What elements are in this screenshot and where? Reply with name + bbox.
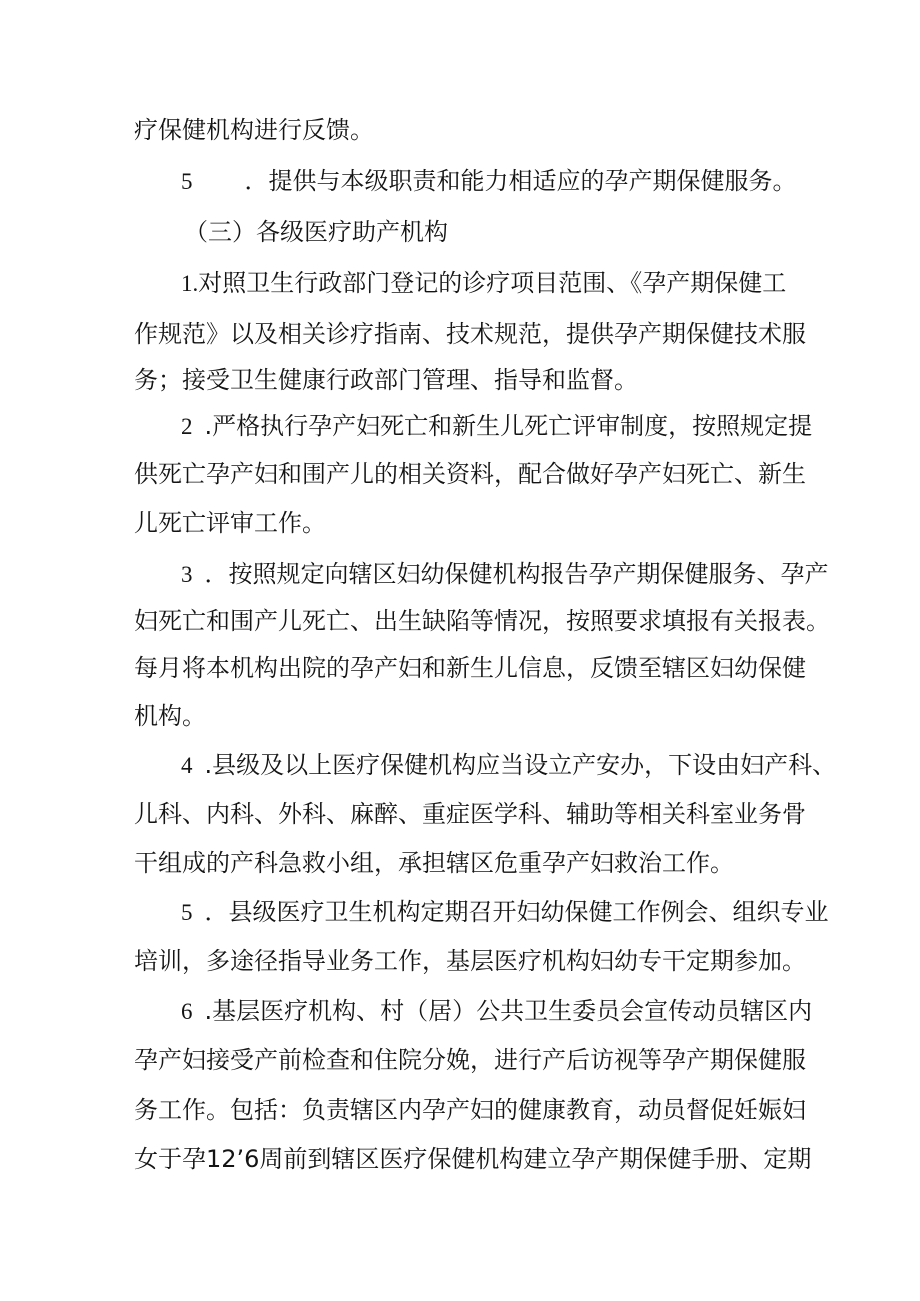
list-number: 3 bbox=[181, 562, 193, 587]
paragraph-line: 作规范》以及相关诊疗指南、技术规范，提供孕产期保健技术服 bbox=[134, 320, 806, 348]
list-number: 6 bbox=[181, 999, 193, 1024]
paragraph-line: 干组成的产科急救小组，承担辖区危重孕产妇救治工作。 bbox=[134, 849, 734, 877]
list-item-line: 4 .县级及以上医疗保健机构应当设立产安办，下设由妇产科、 bbox=[181, 751, 837, 779]
paragraph-line: 儿科、内科、外科、麻醉、重症医学科、辅助等相关科室业务骨 bbox=[134, 800, 806, 828]
paragraph-line: 供死亡孕产妇和围产儿的相关资料，配合做好孕产妇死亡、新生 bbox=[134, 460, 806, 488]
list-number: 5 bbox=[181, 169, 193, 194]
paragraph-line: 孕产妇接受产前检查和住院分娩，进行产后访视等孕产期保健服 bbox=[134, 1046, 806, 1074]
paragraph-line: 每月将本机构出院的孕产妇和新生儿信息，反馈至辖区妇幼保健 bbox=[134, 654, 806, 682]
paragraph-line: 机构。 bbox=[134, 702, 206, 730]
list-item-line: 6 .基层医疗机构、村（居）公共卫生委员会宣传动员辖区内 bbox=[181, 997, 813, 1025]
paragraph-line: 务；接受卫生健康行政部门管理、指导和监督。 bbox=[134, 366, 638, 394]
paragraph-line: 培训，多途径指导业务工作，基层医疗机构妇幼专干定期参加。 bbox=[134, 947, 806, 975]
list-number: 4 bbox=[181, 753, 193, 778]
paragraph-line: 儿死亡评审工作。 bbox=[134, 509, 326, 537]
list-number: 1. bbox=[181, 271, 199, 296]
paragraph-line: 妇死亡和围产儿死亡、出生缺陷等情况，按照要求填报有关报表。 bbox=[134, 607, 830, 635]
list-number: 2 bbox=[181, 414, 193, 439]
section-heading: （三）各级医疗助产机构 bbox=[184, 218, 448, 246]
list-item-line: 5 ．县级医疗卫生机构定期召开妇幼保健工作例会、组织专业 bbox=[181, 898, 829, 926]
paragraph-line: 务工作。包括：负责辖区内孕产妇的健康教育，动员督促妊娠妇 bbox=[134, 1096, 806, 1124]
list-item-line: 1.对照卫生行政部门登记的诊疗项目范围、《孕产期保健工 bbox=[181, 269, 787, 297]
list-item-line: 2 .严格执行孕产妇死亡和新生儿死亡评审制度，按照规定提 bbox=[181, 412, 813, 440]
list-item-line: 3 ．按照规定向辖区妇幼保健机构报告孕产期保健服务、孕产 bbox=[181, 560, 829, 588]
paragraph-line: 疗保健机构进行反馈。 bbox=[134, 116, 374, 144]
paragraph-line: 女于孕12’6周前到辖区医疗保健机构建立孕产期保健手册、定期 bbox=[134, 1145, 812, 1173]
list-number: 5 bbox=[181, 900, 193, 925]
list-item-line: 5 ．提供与本级职责和能力相适应的孕产期保健服务。 bbox=[181, 167, 797, 195]
